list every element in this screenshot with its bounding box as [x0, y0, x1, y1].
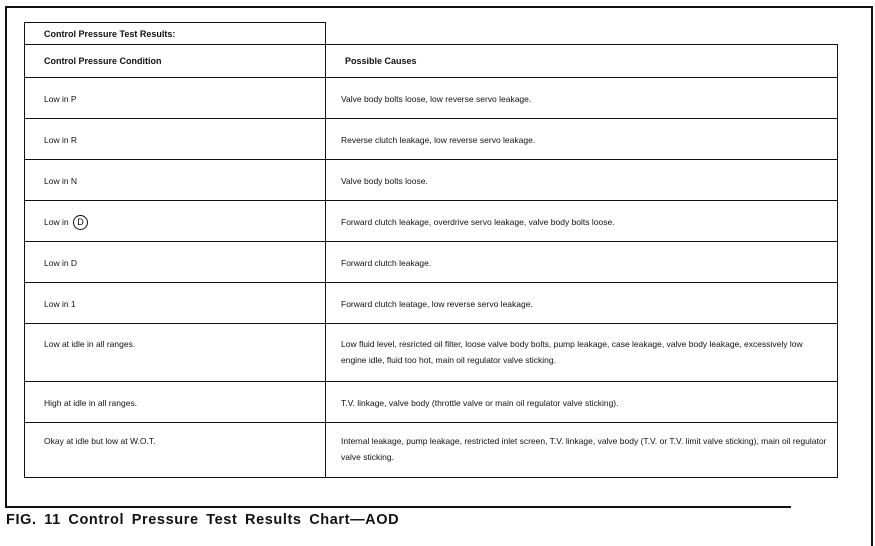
circled-overdrive-symbol: D — [73, 215, 88, 230]
table-row — [25, 283, 838, 324]
control-pressure-table — [24, 44, 838, 478]
condition-cell: High at idle in all ranges. — [25, 382, 326, 423]
causes-cell: Forward clutch leakage. — [326, 242, 838, 283]
causes-cell: Valve body bolts loose, low reverse servo leakage. — [326, 78, 838, 119]
causes-cell: T.V. linkage, valve body (throttle valve or main oil regulator valve sticking). — [326, 382, 838, 423]
outer-frame-left-border — [5, 6, 7, 508]
condition-cell — [25, 201, 326, 242]
causes-cell: Internal leakage, pump leakage, restricted inlet screen, T.V. linkage, valve body (T.V. or T.V. limit valve sticking), main oil regulator valve sticking. — [326, 423, 838, 478]
header-condition: Control Pressure Condition — [25, 45, 326, 78]
outer-frame-bottom-border — [5, 506, 791, 508]
causes-cell: Low fluid level, resricted oil filter, loose valve body bolts, pump leakage, case leakage, valve body leakage, excessively low engine idle, fluid too hot, main oil regulator valve sticking. — [326, 324, 838, 382]
outer-frame-right-border — [871, 6, 873, 546]
causes-cell: Valve body bolts loose. — [326, 160, 838, 201]
causes-cell: Reverse clutch leakage, low reverse servo leakage. — [326, 119, 838, 160]
condition-cell: Okay at idle but low at W.O.T. — [25, 423, 326, 478]
causes-cell: Forward clutch leakage, overdrive servo leakage, valve body bolts loose. — [326, 201, 838, 242]
condition-cell: Low in P — [25, 78, 326, 119]
table-row — [25, 423, 838, 478]
condition-cell: Low in 1 — [25, 283, 326, 324]
table-row — [25, 324, 838, 382]
table-header-row — [25, 45, 838, 78]
causes-cell: Forward clutch leatage, low reverse servo leakage. — [326, 283, 838, 324]
condition-text: Low in — [44, 217, 69, 227]
table-row — [25, 242, 838, 283]
table-row — [25, 119, 838, 160]
condition-cell: Low at idle in all ranges. — [25, 324, 326, 382]
condition-cell: Low in R — [25, 119, 326, 160]
condition-cell: Low in D — [25, 242, 326, 283]
header-causes: Possible Causes — [326, 45, 838, 78]
table-row — [25, 78, 838, 119]
table-row — [25, 382, 838, 423]
table-title: Control Pressure Test Results: — [24, 22, 326, 45]
condition-cell: Low in N — [25, 160, 326, 201]
table-row — [25, 160, 838, 201]
table-row — [25, 201, 838, 242]
figure-caption: FIG. 11 Control Pressure Test Results Chart—AOD — [6, 512, 400, 528]
outer-frame-top-border — [6, 6, 872, 8]
